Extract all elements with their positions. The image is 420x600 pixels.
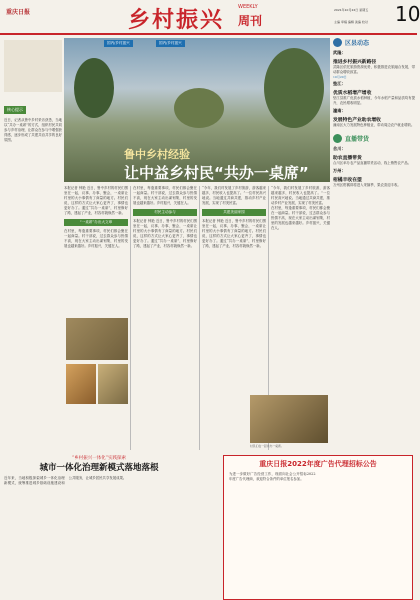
hero-image bbox=[64, 38, 330, 182]
column-rule bbox=[199, 186, 200, 450]
column-rule bbox=[130, 186, 131, 450]
article-text: 在村里，每逢重要事项，村民们都会聚在一起商量。村干部说，过去群众参与热情不高，现在大家主动出谋划策，村里的发展也越来越好。乡村振兴，关键在人。 bbox=[133, 186, 197, 205]
news-title: 合川： bbox=[333, 146, 346, 151]
page-title: 乡村振兴 bbox=[128, 8, 225, 33]
news-subtitle: 助农直播带货 bbox=[333, 156, 362, 161]
news-text: 合川区举办农产品直播带货活动，线上销售农产品。 bbox=[333, 161, 411, 165]
weekly-label: WEEKLY bbox=[238, 4, 258, 10]
article-photo bbox=[250, 395, 328, 443]
news-title: 万州： bbox=[333, 168, 346, 173]
news-text: 垫江县推广优质水稻种植，今年水稻产量和品质均有提升，农民增收明显。 bbox=[333, 96, 415, 105]
article-subhead: 村民主动参与 bbox=[133, 209, 197, 216]
article-text: 本报记者 钟艳 近日，鲁中乡村的村民们围坐在一起，议事、办事、聚会，一桌席让村里的大小事情有了商量的地方。村民们说，这样的方式让大家心更齐了，事情也更好办了。通过“共办一桌席”，村里修好了路，建起了产业，村容村貌焕然一新。 bbox=[133, 219, 197, 248]
header-rule bbox=[0, 33, 417, 35]
news-text: 万州区柑橘即将进入采摘季，果农喜迎丰收。 bbox=[333, 183, 401, 187]
section-header bbox=[333, 134, 415, 143]
article-text: “今年，我们村发展了乡村旅游，游客越来越多，村民收入也提高了。”一位村民高兴地说。当地通过共商共建，推动乡村产业发展，实现了村美民富。 bbox=[202, 186, 266, 205]
news-subtitle: 推进乡村振兴新路径 bbox=[333, 60, 377, 65]
news-title: 垫江： bbox=[333, 81, 346, 86]
bottom-text: 近年来，当地积极探索城乡一体化治理新模式，统筹推进城乡基础设施建设和公共服务，让城乡居民共享发展成果。 bbox=[4, 476, 127, 485]
news-subtitle: 优质水稻增产增收 bbox=[333, 91, 372, 96]
core-hint-tag: 核心提示 bbox=[4, 106, 26, 114]
left-column bbox=[4, 40, 62, 440]
news-title: 武隆： bbox=[333, 50, 346, 55]
article-text: 在村里，每逢重要事项，村民们都会聚在一起商量。村干部说，过去群众参与热情不高，现在大家主动出谋划策，村里的发展也越来越好。乡村振兴，关键在人。 bbox=[271, 206, 330, 230]
ad-notice bbox=[223, 455, 413, 600]
article-text: 本报记者 钟艳 近日，鲁中乡村的村民们围坐在一起，议事、办事、聚会，一桌席让村里的大小事情有了商量的地方。村民们说，这样的方式让大家心更齐了，事情也更好办了。通过“共办一桌席”，村里修好了路，建起了产业，村容村貌焕然一新。 bbox=[64, 186, 128, 215]
section-title: 直播带货 bbox=[345, 136, 370, 143]
hero-title: 让中益乡村民“共办一桌席” bbox=[124, 164, 309, 182]
page-number: 10 bbox=[395, 2, 420, 26]
news-title: 潼南： bbox=[333, 108, 346, 113]
paper-name: 重庆日报 bbox=[6, 9, 31, 16]
bottom-kicker: “乡村振兴一体化”实践探索 bbox=[71, 456, 127, 461]
news-text: 潼南区大力发展特色种植业，带动周边农户就业增收。 bbox=[333, 123, 415, 127]
news-text: 武隆区依托旅游资源优势，积极推进农旅融合发展，带动群众增收致富。 bbox=[333, 65, 415, 74]
editor-credits: 主编 审稿 编辑 美编 校对 bbox=[334, 20, 368, 24]
article-text: “今年，我们村发展了乡村旅游，游客越来越多，村民收入也提高了。”一位村民高兴地说。当地通过共商共建，推动乡村产业发展，实现了村美民富。 bbox=[271, 186, 330, 205]
news-subtitle: 发展特色产业助农增收 bbox=[333, 118, 381, 123]
article-subhead: 共建美丽家园 bbox=[202, 209, 266, 216]
article-subhead: “一桌席”办出大文章 bbox=[64, 219, 128, 226]
section-icon bbox=[333, 38, 342, 47]
tree-shape bbox=[264, 48, 324, 128]
section-title: 区县动态 bbox=[345, 40, 370, 47]
hero-tag: 国内/乡村振兴 bbox=[156, 40, 185, 47]
bottom-title: 城市一体化治理新模式落地落根 bbox=[39, 463, 159, 473]
weekly-cn-label: 周刊 bbox=[238, 14, 263, 28]
news-date: 10月20日 bbox=[333, 75, 347, 79]
section-icon bbox=[333, 134, 342, 143]
article-photo bbox=[66, 364, 96, 404]
body-column-2 bbox=[133, 186, 197, 450]
hero-subtitle: 鲁中乡村经验 bbox=[124, 148, 190, 161]
hero-tag: 国内/乡村振兴 bbox=[104, 40, 133, 47]
article-text: 在村里，每逢重要事项，村民们都会聚在一起商量。村干部说，过去群众参与热情不高，现在大家主动出谋划策，村里的发展也越来越好。乡村振兴，关键在人。 bbox=[64, 229, 128, 248]
ad-text: 为进一步做好广告经营工作，现面向社会公开招标2022年度广告代理商，欢迎符合条件的单位报名参加。 bbox=[229, 472, 316, 481]
masthead bbox=[0, 0, 420, 34]
core-hint-text: 近日，记者从鲁中乡村采访获悉，当地以“共办一桌席”的方式，组织村民共同参与乡村治理，让群众在参与中增强获得感，逐步形成了共建共治共享的良好氛围。 bbox=[4, 118, 62, 142]
tree-shape bbox=[74, 58, 114, 118]
article-photo bbox=[66, 318, 128, 360]
article-text: 本报记者 钟艳 近日，鲁中乡村的村民们围坐在一起，议事、办事、聚会，一桌席让村里的大小事情有了商量的地方。村民们说，这样的方式让大家心更齐了，事情也更好办了。通过“共办一桌席”，村里修好了路，建起了产业，村容村貌焕然一新。 bbox=[202, 219, 266, 248]
date-line: 2021年10月22日 星期五 bbox=[334, 8, 369, 12]
left-photo bbox=[4, 40, 62, 92]
article-photo bbox=[98, 364, 128, 404]
tree-shape bbox=[174, 88, 224, 128]
ad-title: 重庆日报2022年度广告代理招标公告 bbox=[259, 460, 377, 468]
bottom-article bbox=[4, 455, 194, 600]
photo-caption: 村民们在一起共办一桌席。 bbox=[250, 444, 284, 448]
news-subtitle: 柑橘丰收在望 bbox=[333, 178, 362, 183]
section-header bbox=[333, 38, 415, 47]
